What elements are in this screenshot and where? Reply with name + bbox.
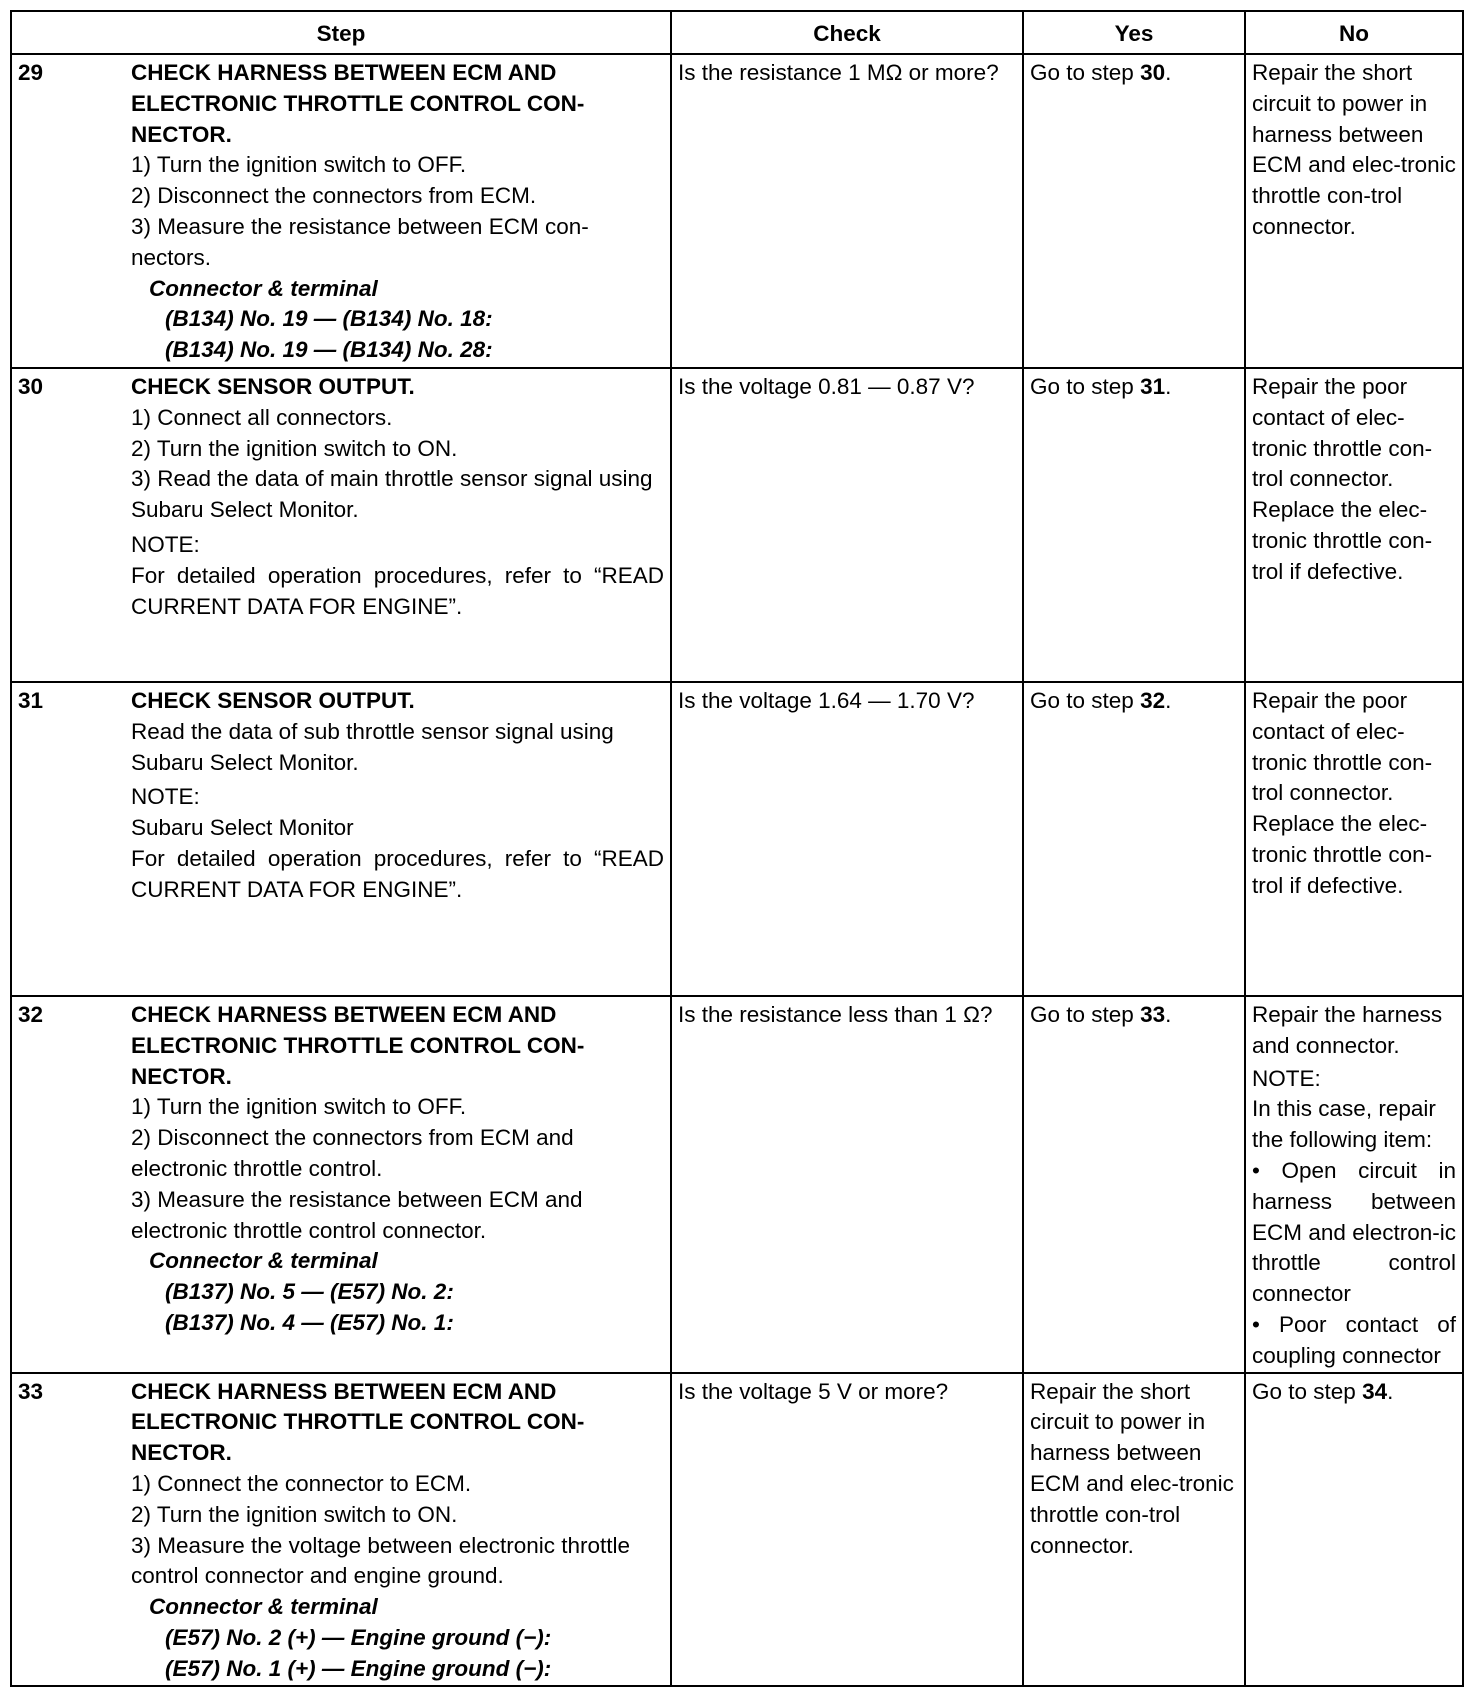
yes-text: Repair the short circuit to power in harness between ECM and elec-tronic throttle con-trol connector. [1030, 1378, 1234, 1558]
no-suffix: . [1387, 1378, 1394, 1404]
step-content [131, 54, 671, 368]
procedure-line: 1) Connect all connectors. [131, 404, 393, 430]
yes-cell [1023, 1373, 1245, 1686]
procedure-line: 2) Turn the ignition switch to ON. [131, 435, 458, 461]
yes-step-number: 31 [1140, 374, 1166, 399]
header-yes: Yes [1023, 11, 1245, 54]
no-text: Repair the harness and connector. [1252, 1002, 1443, 1058]
connector-terminal-heading: Connector & terminal [149, 1594, 378, 1620]
yes-step-number: 32 [1140, 688, 1166, 713]
no-cell [1245, 54, 1463, 368]
no-note-label: NOTE: [1252, 1065, 1321, 1091]
yes-text: Go to step [1030, 60, 1141, 85]
header-check: Check [671, 11, 1023, 54]
yes-cell [1023, 996, 1245, 1373]
yes-step-number: 30 [1140, 60, 1166, 85]
no-bullet-item: • Poor contact of coupling connector [1252, 1311, 1457, 1368]
table-row-step-30 [11, 368, 1463, 682]
table-row-step-32 [11, 996, 1463, 1373]
no-text: Repair the poor contact of elec-tronic throttle con-trol connector. [1252, 374, 1433, 492]
no-bullet-item: • Open circuit in harness between ECM and electron-ic throttle control connector [1252, 1157, 1457, 1307]
procedure-line: 3) Measure the resistance between ECM and electronic throttle control connector. [131, 1186, 583, 1243]
step-content [131, 996, 671, 1373]
step-title: CHECK HARNESS BETWEEN ECM AND ELECTRONIC THROTTLE CONTROL CON-NECTOR. [131, 60, 585, 147]
step-title: CHECK SENSOR OUTPUT. [131, 688, 415, 713]
check-cell: Is the voltage 0.81 — 0.87 V? [671, 368, 1023, 682]
procedure-line: 1) Turn the ignition switch to OFF. [131, 1094, 467, 1120]
step-number: 29 [11, 54, 131, 368]
yes-suffix: . [1165, 60, 1172, 85]
no-cell [1245, 996, 1463, 1373]
table-row-step-29 [11, 54, 1463, 368]
no-text-secondary: Replace the elec-tronic throttle con-trol if defective. [1252, 497, 1433, 584]
step-content [131, 682, 671, 996]
procedure-line: 1) Turn the ignition switch to OFF. [131, 152, 467, 178]
yes-cell [1023, 368, 1245, 682]
note-label: NOTE: [131, 531, 200, 557]
step-content [131, 1373, 671, 1686]
procedure-line: 1) Connect the connector to ECM. [131, 1470, 472, 1496]
table-row-step-31 [11, 682, 1463, 996]
procedure-line: 2) Turn the ignition switch to ON. [131, 1501, 458, 1527]
connector-terminal-line: (E57) No. 1 (+) — Engine ground (−): [165, 1655, 552, 1681]
connector-terminal-heading: Connector & terminal [149, 1248, 378, 1274]
step-number: 30 [11, 368, 131, 682]
procedure-line: 3) Read the data of main throttle sensor signal using Subaru Select Monitor. [131, 466, 653, 523]
header-step: Step [11, 11, 671, 54]
no-text: Repair the short circuit to power in harness between ECM and elec-tronic throttle con-trol connector. [1252, 60, 1456, 239]
connector-terminal-line: (E57) No. 2 (+) — Engine ground (−): [165, 1624, 552, 1650]
yes-cell [1023, 682, 1245, 996]
step-title: CHECK SENSOR OUTPUT. [131, 374, 415, 399]
check-cell: Is the resistance 1 MΩ or more? [671, 54, 1023, 368]
connector-terminal-line: (B137) No. 5 — (E57) No. 2: [165, 1279, 454, 1305]
step-number: 31 [11, 682, 131, 996]
yes-cell [1023, 54, 1245, 368]
connector-terminal-line: (B134) No. 19 — (B134) No. 18: [165, 306, 493, 332]
connector-terminal-line: (B134) No. 19 — (B134) No. 28: [165, 337, 493, 363]
no-cell [1245, 1373, 1463, 1686]
yes-suffix: . [1165, 688, 1172, 713]
note-text: For detailed operation procedures, refer to “READ CURRENT DATA FOR ENGINE”. [131, 562, 665, 619]
procedure-line: 3) Measure the voltage between electronic throttle control connector and engine ground. [131, 1532, 631, 1589]
note-label: NOTE: [131, 784, 200, 810]
step-number: 33 [11, 1373, 131, 1686]
yes-suffix: . [1165, 374, 1172, 399]
no-text-secondary: Replace the elec-tronic throttle con-trol if defective. [1252, 811, 1433, 898]
check-cell: Is the voltage 5 V or more? [671, 1373, 1023, 1686]
table-header-row [11, 11, 1463, 54]
no-text: Repair the poor contact of elec-tronic throttle con-trol connector. [1252, 688, 1433, 806]
no-cell [1245, 368, 1463, 682]
procedure-line: 3) Measure the resistance between ECM con-nectors. [131, 213, 589, 270]
no-text: Go to step [1252, 1378, 1363, 1404]
yes-text: Go to step [1030, 374, 1141, 399]
no-note-text: In this case, repair the following item: [1252, 1096, 1436, 1153]
header-no: No [1245, 11, 1463, 54]
note-text: For detailed operation procedures, refer to “READ CURRENT DATA FOR ENGINE”. [131, 845, 665, 902]
procedure-body: Read the data of sub throttle sensor signal using Subaru Select Monitor. [131, 718, 614, 775]
yes-text: Go to step [1030, 1002, 1141, 1027]
procedure-line: 2) Disconnect the connectors from ECM and electronic throttle control. [131, 1125, 574, 1181]
note-line: Subaru Select Monitor [131, 815, 354, 841]
step-title: CHECK HARNESS BETWEEN ECM AND ELECTRONIC THROTTLE CONTROL CON-NECTOR. [131, 1002, 585, 1089]
connector-terminal-heading: Connector & terminal [149, 275, 378, 301]
table-row-step-33 [11, 1373, 1463, 1686]
check-cell: Is the resistance less than 1 Ω? [671, 996, 1023, 1373]
procedure-line: 2) Disconnect the connectors from ECM. [131, 183, 537, 209]
connector-terminal-line: (B137) No. 4 — (E57) No. 1: [165, 1309, 454, 1335]
step-title: CHECK HARNESS BETWEEN ECM AND ELECTRONIC THROTTLE CONTROL CON-NECTOR. [131, 1378, 585, 1466]
yes-step-number: 33 [1140, 1002, 1166, 1027]
yes-text: Go to step [1030, 688, 1141, 713]
yes-suffix: . [1165, 1002, 1172, 1027]
check-cell: Is the voltage 1.64 — 1.70 V? [671, 682, 1023, 996]
no-cell [1245, 682, 1463, 996]
step-number: 32 [11, 996, 131, 1373]
no-step-number: 34 [1362, 1378, 1388, 1404]
step-content [131, 368, 671, 682]
diagnostic-procedure-table [10, 10, 1464, 1687]
